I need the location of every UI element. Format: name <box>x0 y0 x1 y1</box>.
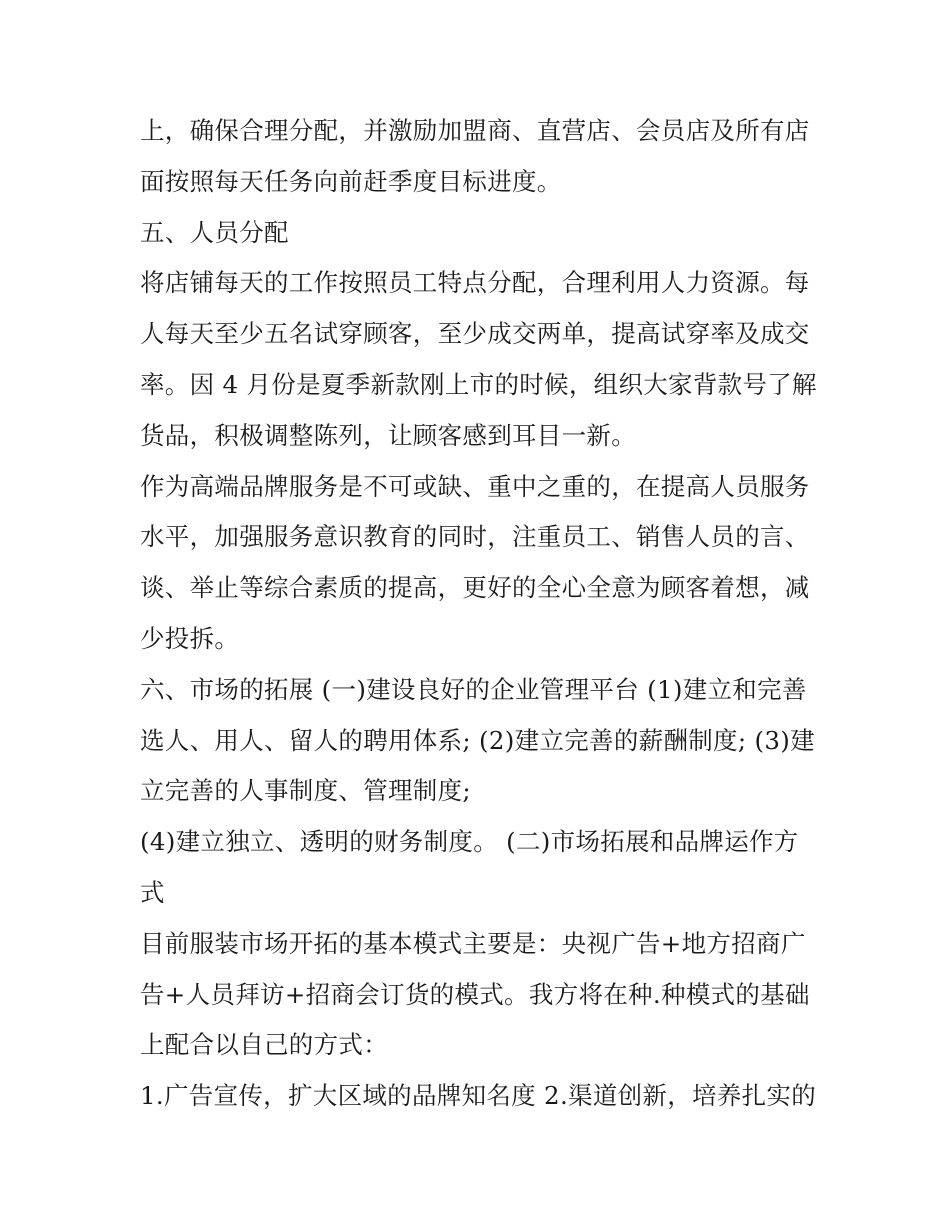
text-line: 水平，加强服务意识教育的同时，注重员工、销售人员的言、 <box>140 522 810 552</box>
text-line: 立完善的人事制度、管理制度; <box>140 776 471 806</box>
document-body <box>140 106 817 1122</box>
text-line: (4)建立独立、透明的财务制度。 (二)市场拓展和品牌运作方 <box>140 827 799 857</box>
text-line: 选人、用人、留人的聘用体系; (2)建立完善的薪酬制度; (3)建 <box>140 725 815 755</box>
section-heading: 六、市场的拓展 (一)建设良好的企业管理平台 (1)建立和完善 <box>140 674 807 704</box>
text-line: 1.广告宣传，扩大区域的品牌知名度 2.渠道创新，培养扎实的 <box>140 1081 817 1111</box>
text-line: 谈、举止等综合素质的提高，更好的全心全意为顾客着想，减 <box>140 573 810 603</box>
text-line: 上，确保合理分配，并激励加盟商、直营店、会员店及所有店 <box>140 116 810 145</box>
text-line: 人每天至少五名试穿顾客，至少成交两单，提高试穿率及成交 <box>140 319 810 349</box>
section-heading: 五、人员分配 <box>140 217 289 247</box>
text-line: 货品，积极调整陈列，让顾客感到耳目一新。 <box>140 420 636 450</box>
text-line: 将店铺每天的工作按照员工特点分配，合理利用人力资源。每 <box>140 268 810 298</box>
text-line: 面按照每天任务向前赶季度目标进度。 <box>140 166 562 196</box>
text-line: 目前服装市场开拓的基本模式主要是：央视广告+地方招商广 <box>140 928 806 958</box>
text-line: 式 <box>140 877 165 907</box>
text-line: 告+人员拜访+招商会订货的模式。我方将在种.种模式的基础 <box>140 979 810 1009</box>
text-line: 率。因 4 月份是夏季新款刚上市的时候，组织大家背款号了解 <box>140 369 817 399</box>
text-line: 上配合以自己的方式： <box>140 1030 388 1060</box>
text-line: 作为高端品牌服务是不可或缺、重中之重的，在提高人员服务 <box>140 471 810 501</box>
text-line: 少投拆。 <box>140 623 240 653</box>
